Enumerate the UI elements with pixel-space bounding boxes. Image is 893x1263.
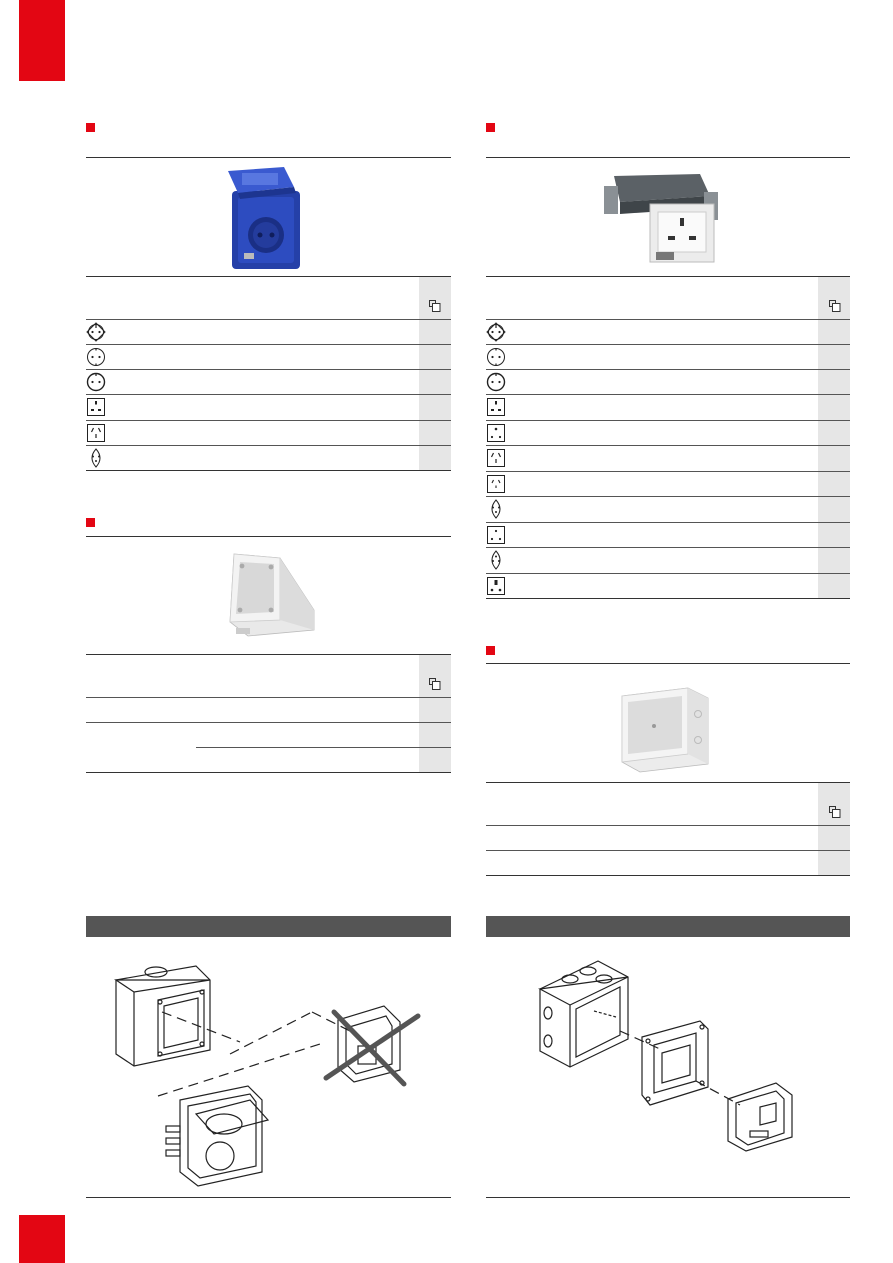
section-rule bbox=[486, 157, 850, 158]
angled-adaptor-photo bbox=[218, 548, 318, 643]
table-header-rule bbox=[486, 276, 850, 277]
table-row-line bbox=[486, 825, 850, 826]
table-row-line bbox=[486, 369, 850, 370]
south-african-socket-icon bbox=[486, 423, 506, 443]
package-quantity-icon bbox=[429, 678, 441, 690]
table-row-line bbox=[486, 445, 850, 446]
table-row-line bbox=[486, 573, 850, 574]
table-row-line bbox=[86, 394, 451, 395]
table-row-line bbox=[486, 522, 850, 523]
table-row-line bbox=[486, 319, 850, 320]
table-row-line bbox=[486, 394, 850, 395]
corner-tab-top bbox=[19, 0, 65, 81]
section-marker bbox=[486, 123, 495, 132]
table-row-line bbox=[486, 344, 850, 345]
table-row-line bbox=[86, 722, 451, 723]
schuko-french-socket-icon bbox=[86, 322, 106, 342]
table-bottom-rule bbox=[86, 470, 451, 471]
british-bs-socket-icon bbox=[86, 397, 106, 417]
section-rule bbox=[486, 663, 850, 664]
indian-socket-icon bbox=[486, 576, 506, 596]
surface-box-photo bbox=[614, 684, 714, 774]
table-row-line bbox=[486, 547, 850, 548]
table-row-line bbox=[86, 445, 451, 446]
installation-bar-left bbox=[86, 916, 451, 937]
table-grey-column bbox=[818, 783, 850, 875]
page-bottom-rule bbox=[86, 1197, 451, 1198]
schuko-socket-icon bbox=[86, 347, 106, 367]
table-header-rule bbox=[86, 276, 451, 277]
table-header-rule bbox=[86, 654, 451, 655]
table-row-line bbox=[86, 420, 451, 421]
section-marker bbox=[86, 123, 95, 132]
table-row-line bbox=[486, 496, 850, 497]
installation-bar-right bbox=[486, 916, 850, 937]
swiss-socket-icon bbox=[486, 499, 506, 519]
installation-diagram-right bbox=[520, 955, 820, 1170]
table-bottom-rule bbox=[86, 772, 451, 773]
package-quantity-icon bbox=[829, 806, 841, 818]
section-marker bbox=[486, 646, 495, 655]
australian-socket-icon bbox=[86, 423, 106, 443]
section-rule bbox=[86, 536, 451, 537]
table-row-line bbox=[486, 420, 850, 421]
table-row-line bbox=[486, 850, 850, 851]
italian-socket-icon bbox=[486, 525, 506, 545]
table-row-line bbox=[86, 319, 451, 320]
schuko-earth-socket-icon bbox=[86, 372, 106, 392]
table-bottom-rule bbox=[486, 598, 850, 599]
section-rule bbox=[86, 157, 451, 158]
section-marker bbox=[86, 518, 95, 527]
table-row-line bbox=[196, 747, 451, 748]
installation-diagram-left bbox=[100, 950, 440, 1190]
british-bs-socket-icon bbox=[486, 397, 506, 417]
schuko-socket-icon bbox=[486, 347, 506, 367]
table-row-line bbox=[86, 344, 451, 345]
table-bottom-rule bbox=[486, 875, 850, 876]
schuko-french-socket-icon bbox=[486, 322, 506, 342]
table-grey-column bbox=[419, 655, 451, 773]
australian-socket-icon bbox=[486, 448, 506, 468]
danish-socket-icon bbox=[486, 550, 506, 570]
table-row-line bbox=[486, 471, 850, 472]
table-header-rule bbox=[486, 782, 850, 783]
argentine-socket-icon bbox=[486, 474, 506, 494]
swiss-socket-icon bbox=[86, 448, 106, 468]
grey-ip-socket-photo bbox=[600, 168, 720, 268]
package-quantity-icon bbox=[429, 300, 441, 312]
table-grey-column bbox=[818, 277, 850, 598]
table-row-line bbox=[86, 369, 451, 370]
schuko-earth-socket-icon bbox=[486, 372, 506, 392]
corner-tab-bottom bbox=[19, 1215, 65, 1263]
blue-panel-socket-photo bbox=[224, 165, 304, 273]
package-quantity-icon bbox=[829, 300, 841, 312]
table-row-line bbox=[86, 697, 451, 698]
page-bottom-rule bbox=[486, 1197, 850, 1198]
